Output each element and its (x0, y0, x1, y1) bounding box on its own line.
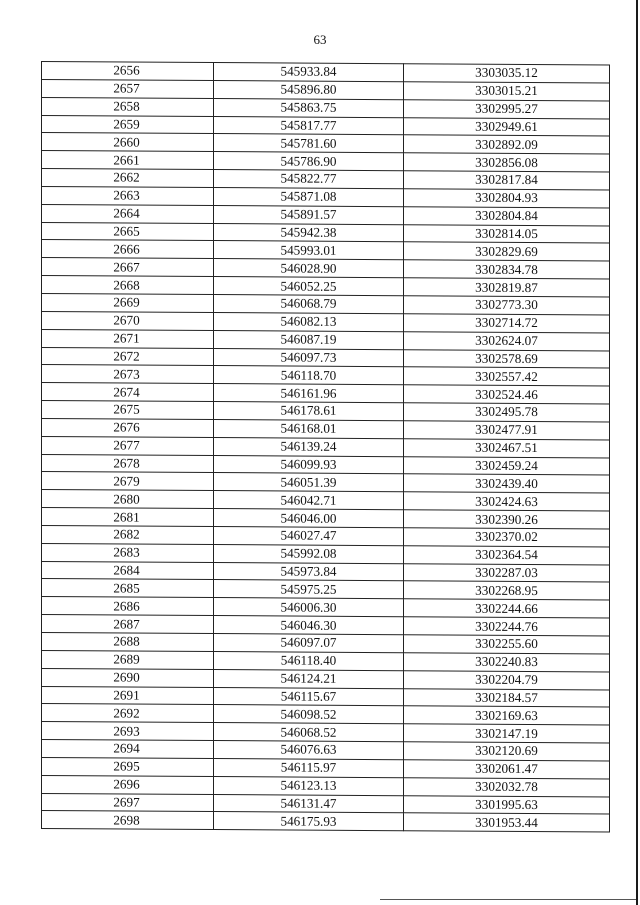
y-coordinate-cell: 3302244.76 (404, 617, 610, 636)
point-number-cell: 2685 (42, 579, 214, 598)
x-coordinate-cell: 546175.93 (214, 812, 404, 831)
point-number-cell: 2696 (42, 775, 214, 794)
y-coordinate-cell: 3302773.30 (404, 296, 610, 315)
point-number-cell: 2687 (42, 615, 214, 634)
point-number-cell: 2675 (42, 401, 214, 420)
y-coordinate-cell: 3302255.60 (404, 635, 610, 654)
x-coordinate-cell: 545863.75 (214, 98, 404, 117)
point-number-cell: 2661 (42, 151, 214, 170)
y-coordinate-cell: 3302459.24 (404, 456, 610, 475)
x-coordinate-cell: 546082.13 (214, 312, 404, 331)
x-coordinate-cell: 546068.52 (214, 723, 404, 742)
point-number-cell: 2657 (42, 79, 214, 98)
point-number-cell: 2679 (42, 472, 214, 491)
y-coordinate-cell: 3302819.87 (404, 278, 610, 297)
point-number-cell: 2692 (42, 704, 214, 723)
y-coordinate-cell: 3302829.69 (404, 242, 610, 261)
x-coordinate-cell: 545993.01 (214, 241, 404, 260)
x-coordinate-cell: 546028.90 (214, 259, 404, 278)
y-coordinate-cell: 3302804.93 (404, 189, 610, 208)
y-coordinate-cell: 3302120.69 (404, 742, 610, 761)
point-number-cell: 2672 (42, 347, 214, 366)
x-coordinate-cell: 546097.73 (214, 348, 404, 367)
point-number-cell: 2677 (42, 436, 214, 455)
x-coordinate-cell: 546115.97 (214, 758, 404, 777)
x-coordinate-cell: 546087.19 (214, 330, 404, 349)
point-number-cell: 2671 (42, 329, 214, 348)
point-number-cell: 2668 (42, 276, 214, 295)
y-coordinate-cell: 3303035.12 (404, 64, 610, 83)
x-coordinate-cell: 545975.25 (214, 580, 404, 599)
y-coordinate-cell: 3302557.42 (404, 367, 610, 386)
y-coordinate-cell: 3302032.78 (404, 777, 610, 796)
x-coordinate-cell: 546118.40 (214, 651, 404, 670)
coordinates-table (41, 61, 610, 833)
point-number-cell: 2693 (42, 722, 214, 741)
x-coordinate-cell: 545822.77 (214, 170, 404, 189)
point-number-cell: 2662 (42, 169, 214, 188)
y-coordinate-cell: 3302495.78 (404, 403, 610, 422)
x-coordinate-cell: 545781.60 (214, 134, 404, 153)
point-number-cell: 2667 (42, 258, 214, 277)
x-coordinate-cell: 546131.47 (214, 794, 404, 813)
point-number-cell: 2683 (42, 543, 214, 562)
y-coordinate-cell: 3302370.02 (404, 528, 610, 547)
y-coordinate-cell: 3302169.63 (404, 706, 610, 725)
coordinates-table-body (42, 62, 610, 833)
x-coordinate-cell: 546123.13 (214, 776, 404, 795)
point-number-cell: 2698 (42, 811, 214, 830)
point-number-cell: 2690 (42, 668, 214, 687)
point-number-cell: 2697 (42, 793, 214, 812)
point-number-cell: 2669 (42, 293, 214, 312)
page-edge-line (636, 0, 638, 905)
bottom-divider (380, 899, 636, 900)
x-coordinate-cell: 546097.07 (214, 634, 404, 653)
y-coordinate-cell: 3302856.08 (404, 153, 610, 172)
y-coordinate-cell: 3301995.63 (404, 795, 610, 814)
x-coordinate-cell: 546115.67 (214, 687, 404, 706)
x-coordinate-cell: 545896.80 (214, 80, 404, 99)
point-number-cell: 2681 (42, 508, 214, 527)
point-number-cell: 2673 (42, 365, 214, 384)
point-number-cell: 2694 (42, 740, 214, 759)
point-number-cell: 2680 (42, 490, 214, 509)
y-coordinate-cell: 3302995.27 (404, 99, 610, 118)
point-number-cell: 2691 (42, 686, 214, 705)
point-number-cell: 2659 (42, 115, 214, 134)
point-number-cell: 2658 (42, 97, 214, 116)
x-coordinate-cell: 546168.01 (214, 419, 404, 438)
x-coordinate-cell: 546042.71 (214, 491, 404, 510)
x-coordinate-cell: 546027.47 (214, 526, 404, 545)
point-number-cell: 2666 (42, 240, 214, 259)
x-coordinate-cell: 546098.52 (214, 705, 404, 724)
page-number: 63 (313, 32, 327, 47)
x-coordinate-cell: 546052.25 (214, 277, 404, 296)
point-number-cell: 2686 (42, 597, 214, 616)
point-number-cell: 2674 (42, 383, 214, 402)
y-coordinate-cell: 3302804.84 (404, 206, 610, 225)
y-coordinate-cell: 3302204.79 (404, 670, 610, 689)
point-number-cell: 2682 (42, 525, 214, 544)
point-number-cell: 2688 (42, 633, 214, 652)
point-number-cell: 2678 (42, 454, 214, 473)
x-coordinate-cell: 546118.70 (214, 366, 404, 385)
y-coordinate-cell: 3302524.46 (404, 385, 610, 404)
y-coordinate-cell: 3302714.72 (404, 314, 610, 333)
y-coordinate-cell: 3302244.66 (404, 599, 610, 618)
table-row (42, 811, 610, 832)
point-number-cell: 2660 (42, 133, 214, 152)
y-coordinate-cell: 3302268.95 (404, 581, 610, 600)
point-number-cell: 2676 (42, 418, 214, 437)
x-coordinate-cell: 545992.08 (214, 544, 404, 563)
point-number-cell: 2665 (42, 222, 214, 241)
y-coordinate-cell: 3302949.61 (404, 117, 610, 136)
point-number-cell: 2670 (42, 311, 214, 330)
y-coordinate-cell: 3302467.51 (404, 438, 610, 457)
x-coordinate-cell: 546099.93 (214, 455, 404, 474)
y-coordinate-cell: 3301953.44 (404, 813, 610, 832)
x-coordinate-cell: 546051.39 (214, 473, 404, 492)
y-coordinate-cell: 3302624.07 (404, 331, 610, 350)
y-coordinate-cell: 3302184.57 (404, 688, 610, 707)
point-number-cell: 2695 (42, 757, 214, 776)
x-coordinate-cell: 546124.21 (214, 669, 404, 688)
x-coordinate-cell: 545786.90 (214, 152, 404, 171)
y-coordinate-cell: 3302147.19 (404, 724, 610, 743)
point-number-cell: 2656 (42, 62, 214, 81)
x-coordinate-cell: 546046.00 (214, 509, 404, 528)
x-coordinate-cell: 545933.84 (214, 63, 404, 82)
x-coordinate-cell: 546161.96 (214, 384, 404, 403)
x-coordinate-cell: 546076.63 (214, 741, 404, 760)
x-coordinate-cell: 546139.24 (214, 437, 404, 456)
y-coordinate-cell: 3302477.91 (404, 421, 610, 440)
y-coordinate-cell: 3302814.05 (404, 224, 610, 243)
x-coordinate-cell: 545942.38 (214, 223, 404, 242)
y-coordinate-cell: 3302439.40 (404, 474, 610, 493)
point-number-cell: 2684 (42, 561, 214, 580)
x-coordinate-cell: 546046.30 (214, 616, 404, 635)
x-coordinate-cell: 546178.61 (214, 402, 404, 421)
x-coordinate-cell: 545871.08 (214, 187, 404, 206)
y-coordinate-cell: 3302240.83 (404, 653, 610, 672)
y-coordinate-cell: 3302892.09 (404, 135, 610, 154)
y-coordinate-cell: 3302287.03 (404, 563, 610, 582)
point-number-cell: 2689 (42, 650, 214, 669)
y-coordinate-cell: 3302390.26 (404, 510, 610, 529)
x-coordinate-cell: 546006.30 (214, 598, 404, 617)
point-number-cell: 2664 (42, 204, 214, 223)
y-coordinate-cell: 3302578.69 (404, 349, 610, 368)
y-coordinate-cell: 3302364.54 (404, 545, 610, 564)
x-coordinate-cell: 545973.84 (214, 562, 404, 581)
x-coordinate-cell: 546068.79 (214, 295, 404, 314)
y-coordinate-cell: 3302834.78 (404, 260, 610, 279)
x-coordinate-cell: 545891.57 (214, 205, 404, 224)
y-coordinate-cell: 3302424.63 (404, 492, 610, 511)
y-coordinate-cell: 3303015.21 (404, 82, 610, 101)
x-coordinate-cell: 545817.77 (214, 116, 404, 135)
point-number-cell: 2663 (42, 186, 214, 205)
y-coordinate-cell: 3302061.47 (404, 760, 610, 779)
y-coordinate-cell: 3302817.84 (404, 171, 610, 190)
